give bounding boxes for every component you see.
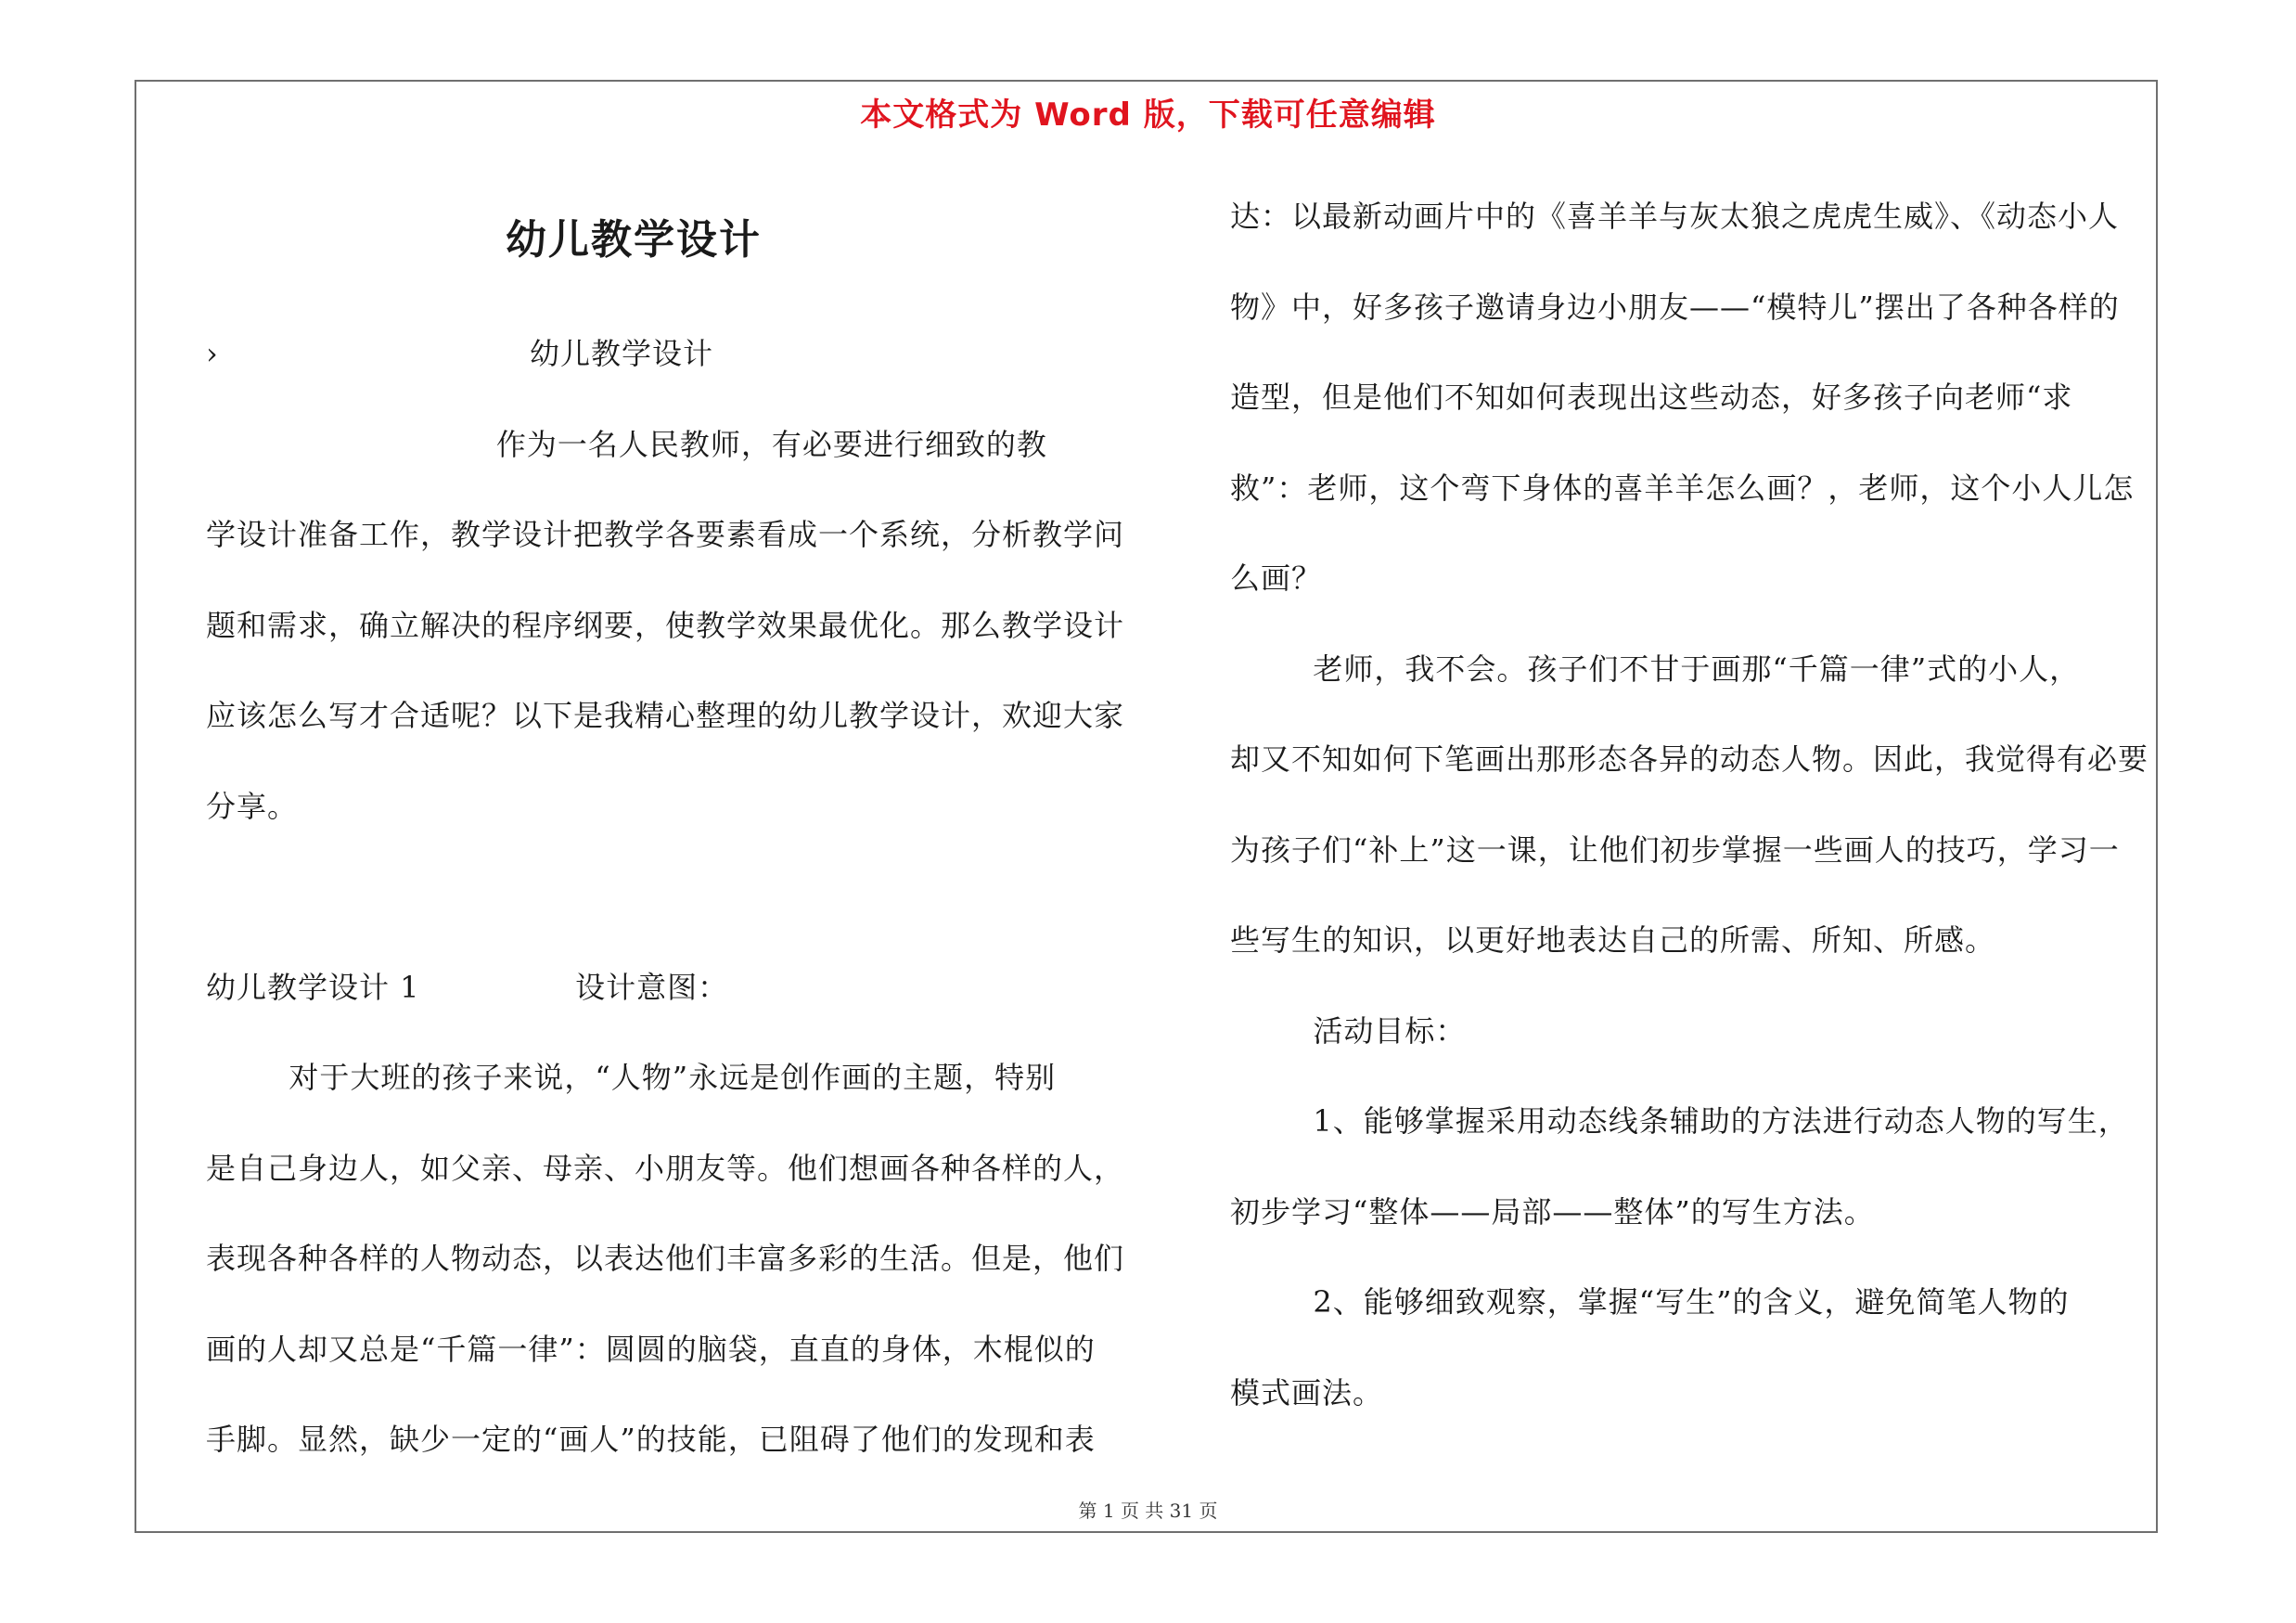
body-text-line: 么画？ — [1230, 560, 1323, 596]
body-text-line: 是自己身边人，如父亲、母亲、小朋友等。他们想画各种各样的人， — [206, 1150, 1125, 1186]
body-text-line: 初步学习“整体——局部——整体”的写生方法。 — [1230, 1193, 1875, 1230]
body-text-line: 物》中，好多孩子邀请身边小朋友——“模特儿”摆出了各种各样的 — [1230, 289, 2120, 325]
body-text-line: 幼儿教学设计 1 设计意图： — [206, 969, 729, 1005]
body-text-line: 老师，我不会。孩子们不甘于画那“千篇一律”式的小人， — [1230, 650, 2081, 687]
body-text-line: 造型，但是他们不知如何表现出这些动态，好多孩子向老师“求 — [1230, 380, 2073, 415]
body-text-line: 学设计准备工作，教学设计把教学各要素看成一个系统，分析教学问 — [206, 517, 1125, 552]
body-text-line: 却又不知如何下笔画出那形态各异的动态人物。因此，我觉得有必要 — [1230, 741, 2149, 777]
body-text-line: 作为一名人民教师，有必要进行细致的教 — [206, 426, 1047, 462]
body-text-line: 对于大班的孩子来说，“人物”永远是创作画的主题，特别 — [206, 1060, 1057, 1095]
body-text-line: › 幼儿教学设计 — [206, 336, 713, 371]
body-text-line: 些写生的知识，以更好地表达自己的所需、所知、所感。 — [1230, 922, 1996, 958]
body-text-line: 模式画法。 — [1230, 1374, 1384, 1410]
body-text-line: 救”：老师，这个弯下身体的喜羊羊怎么画？，老师，这个小人儿怎 — [1230, 470, 2135, 506]
body-text-line: 达：以最新动画片中的《喜羊羊与灰太狼之虎虎生威》、《动态小人 — [1230, 199, 2120, 234]
body-text-line: 2、能够细致观察，掌握“写生”的含义，避免简笔人物的 — [1230, 1284, 2070, 1320]
page-number-footer: 第 1 页 共 31 页 — [1078, 1500, 1218, 1522]
body-text-line: 题和需求，确立解决的程序纲要，使教学效果最优化。那么教学设计 — [206, 607, 1125, 643]
body-text-line: 手脚。显然，缺少一定的“画人”的技能，已阻碍了他们的发现和表 — [206, 1422, 1096, 1457]
word-format-banner: 本文格式为 Word 版，下载可任意编辑 — [860, 97, 1436, 134]
document-title: 幼儿教学设计 — [506, 216, 762, 264]
body-text-line: 分享。 — [206, 788, 299, 824]
body-text-line: 表现各种各样的人物动态，以表达他们丰富多彩的生活。但是，他们 — [206, 1241, 1125, 1276]
body-text-line: 活动目标： — [1230, 1012, 1467, 1049]
body-text-line: 画的人却又总是“千篇一律”：圆圆的脑袋，直直的身体，木棍似的 — [206, 1331, 1096, 1367]
body-text-line: 1、能够掌握采用动态线条辅助的方法进行动态人物的写生， — [1230, 1103, 2129, 1139]
body-text-line: 应该怎么写才合适呢？以下是我精心整理的幼儿教学设计，欢迎大家 — [206, 698, 1125, 733]
body-text-line: 为孩子们“补上”这一课，让他们初步掌握一些画人的技巧，学习一 — [1230, 831, 2120, 868]
